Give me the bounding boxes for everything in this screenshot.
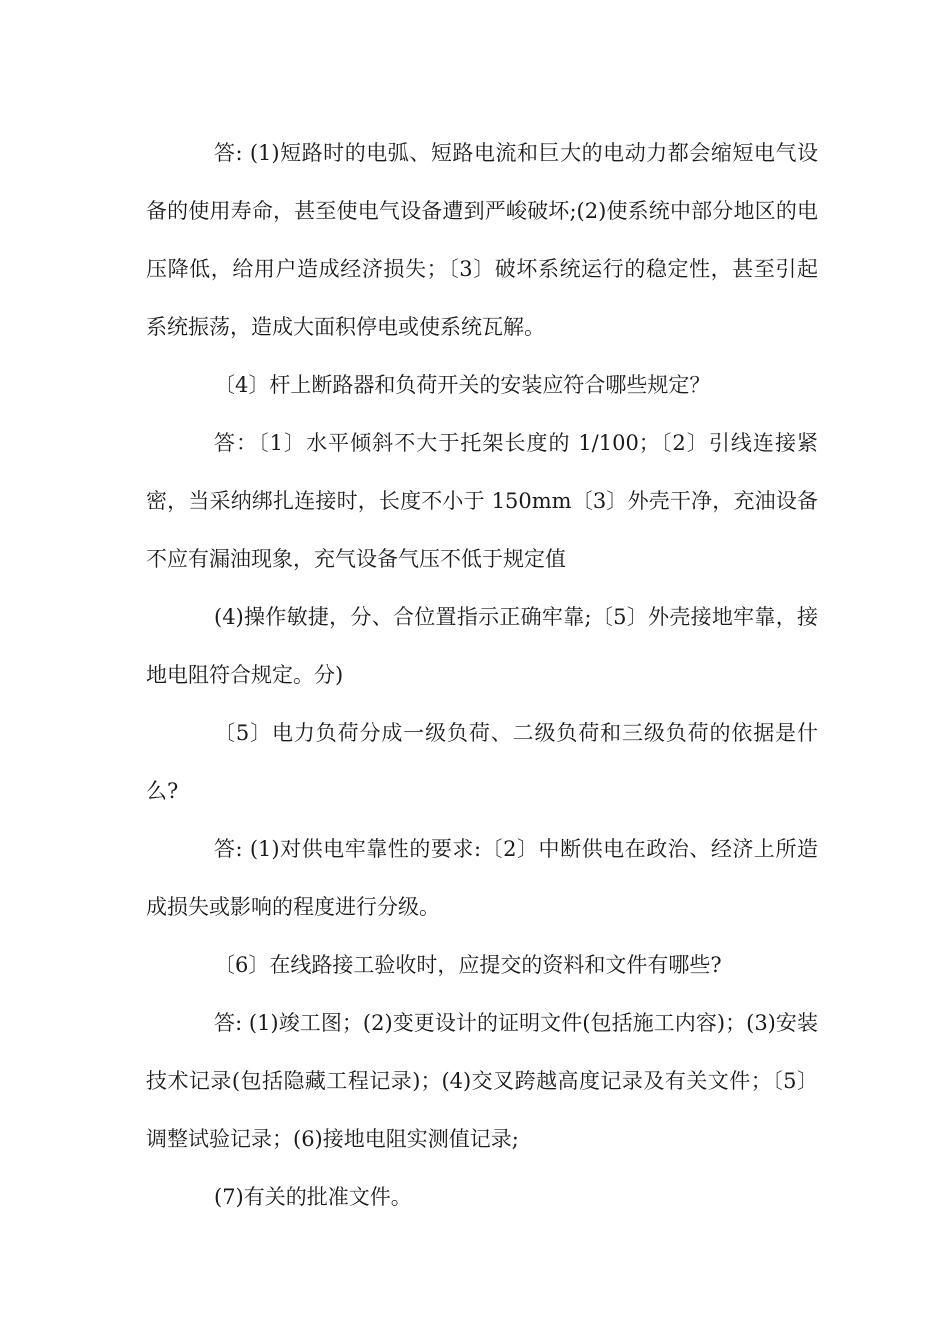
answer-paragraph-4-part-1: 答：〔1〕水平倾斜不大于托架长度的 1/100；〔2〕引线连接紧密，当采纳绑扎连接时，长度不小于 150mm〔3〕外壳干净，充油设备不应有漏油现象，充气设备气压不低于规定值 [146, 431, 818, 571]
answer-paragraph-5: 答: (1)对供电牢靠性的要求:〔2〕中断供电在政治、经济上所造成损失或影响的程度进行分级。 [146, 837, 818, 919]
answer-paragraph-6-part-2: (7)有关的批准文件。 [214, 1185, 412, 1209]
answer-paragraph-6-part-1: 答: (1)竣工图；(2)变更设计的证明文件(包括施工内容)；(3)安装技术记录(包括隐藏工程记录)；(4)交叉跨越高度记录及有关文件；〔5〕调整试验记录；(6)接地电阻实测值记录; [146, 1011, 818, 1151]
question-paragraph-6: 〔6〕在线路接工验收时，应提交的资料和文件有哪些? [214, 953, 722, 977]
answer-paragraph-4-part-2: (4)操作敏捷，分、合位置指示正确牢靠;〔5〕外壳接地牢靠，接地电阻符合规定。分) [146, 605, 818, 687]
question-paragraph-5: 〔5〕电力负荷分成一级负荷、二级负荷和三级负荷的依据是什么? [146, 721, 818, 803]
question-paragraph-4: 〔4〕杆上断路器和负荷开关的安装应符合哪些规定？ [214, 373, 711, 397]
answer-paragraph-short-circuit-harm: 答: (1)短路时的电弧、短路电流和巨大的电动力都会缩短电气设备的使用寿命，甚至使电气设备遭到严峻破坏;(2)使系统中部分地区的电压降低，给用户造成经济损失；〔3〕破坏系统运行的稳定性，甚至引起系统振荡，造成大面积停电或使系统瓦解。 [146, 141, 818, 339]
